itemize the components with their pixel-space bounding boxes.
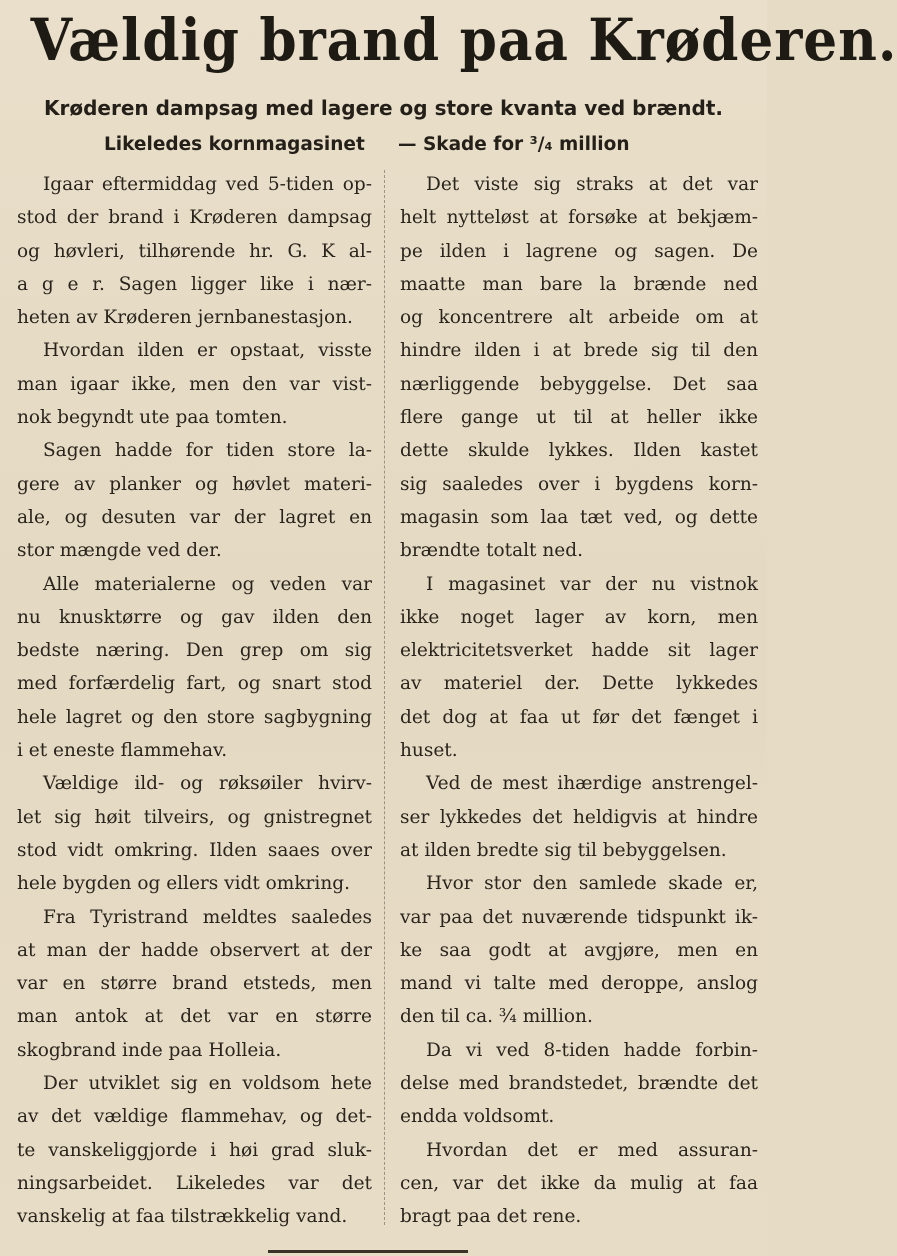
left-column-line: Vældige ild- og røksøiler hvirv-	[43, 773, 372, 795]
right-column-line: nærliggende bebyggelse. Det saa	[400, 373, 758, 395]
left-column-line: gere av planker og høvlet materi-	[17, 473, 372, 495]
right-column-line: Hvordan det er med assuran-	[426, 1139, 758, 1161]
subheading-secondary-right: — Skade for ³/₄ million	[398, 134, 630, 155]
left-column-line: ale, og desuten var der lagret en	[17, 506, 372, 528]
left-column-line: skogbrand inde paa Holleia.	[17, 1039, 282, 1061]
left-column-line: nu knusktørre og gav ilden den	[17, 606, 372, 628]
right-column-line: ser lykkedes det heldigvis at hindre	[400, 806, 758, 828]
left-column-line: Igaar eftermiddag ved 5-tiden op-	[43, 174, 372, 195]
left-column-line: man igaar ikke, men den var vist-	[17, 373, 372, 395]
left-column-line: med forfærdelig fart, og snart stod	[17, 673, 372, 695]
right-column-line: Det viste sig straks at det var	[426, 174, 758, 195]
subheading: Krøderen dampsag med lagere og store kvanta ved brændt.	[43, 96, 723, 120]
right-column-line: ke saa godt at avgjøre, men en	[400, 939, 758, 961]
right-column-line: helt nytteløst at forsøke at bekjæm-	[400, 207, 758, 229]
left-column-line: heten av Krøderen jernbanestasjon.	[17, 307, 353, 329]
right-column-line: I magasinet var der nu vistnok	[426, 573, 758, 595]
right-column-line: at ilden bredte sig til bebyggelsen.	[400, 839, 727, 861]
right-column-line: maatte man bare la brænde ned	[400, 273, 758, 295]
right-column-line: var paa det nuværende tidspunkt ik-	[400, 906, 758, 928]
right-column-line: elektricitetsverket hadde sit lager	[400, 640, 758, 662]
right-column-line: og koncentrere alt arbeide om at	[400, 307, 758, 329]
right-column-line: hindre ilden i at brede sig til den	[400, 340, 758, 362]
left-column-line: Fra Tyristrand meldtes saaledes	[43, 906, 372, 928]
left-column-line: stod der brand i Krøderen dampsag	[17, 207, 372, 229]
right-column	[400, 168, 758, 1234]
left-column-line: Sagen hadde for tiden store la-	[43, 440, 372, 462]
right-column-line: det dog at faa ut før det fænget i	[400, 706, 758, 728]
left-column-line: nok begyndt ute paa tomten.	[17, 407, 288, 429]
left-column-line: at man der hadde observert at der	[17, 939, 372, 961]
right-column-line: sig saaledes over i bygdens korn-	[400, 473, 758, 495]
right-column-line: brændte totalt ned.	[400, 540, 583, 562]
right-column-line: Da vi ved 8-tiden hadde forbin-	[426, 1039, 758, 1061]
right-column-line: pe ilden i lagrene og sagen. De	[400, 240, 758, 262]
left-column-line: Alle materialerne og veden var	[43, 573, 372, 595]
left-column-line: i et eneste flammehav.	[17, 740, 228, 762]
right-column-line: ikke noget lager av korn, men	[400, 606, 758, 628]
left-column-line: ningsarbeidet. Likeledes var det	[17, 1172, 372, 1194]
left-column-line: vanskelig at faa tilstrækkelig vand.	[17, 1206, 348, 1228]
right-column-line: cen, var det ikke da mulig at faa	[400, 1172, 758, 1194]
left-column-line: hele bygden og ellers vidt omkring.	[17, 873, 350, 895]
right-column-line: delse med brandstedet, brændte det	[400, 1073, 758, 1095]
right-column-line: flere gange ut til at heller ikke	[400, 407, 758, 429]
column-divider	[384, 170, 386, 1225]
right-column-line: huset.	[400, 740, 458, 762]
left-column-line: stor mængde ved der.	[17, 540, 222, 562]
right-column-line: dette skulde lykkes. Ilden kastet	[400, 440, 758, 462]
left-column-line: var en større brand etsteds, men	[17, 973, 372, 995]
subheading-secondary-left: Likeledes kornmagasinet	[104, 134, 365, 155]
right-column-line: magasin som laa tæt ved, og dette	[400, 506, 758, 528]
right-column-line: av materiel der. Dette lykkedes	[400, 673, 758, 695]
left-column-line: stod vidt omkring. Ilden saaes over	[17, 839, 372, 861]
right-column-line: Hvor stor den samlede skade er,	[426, 873, 758, 895]
headline: Vældig brand paa Krøderen.	[30, 6, 897, 74]
left-column-line: te vanskeliggjorde i høi grad sluk-	[17, 1139, 372, 1161]
right-column-line: mand vi talte med deroppe, anslog	[400, 973, 758, 995]
left-column-line: let sig høit tilveirs, og gnistregnet	[17, 806, 372, 828]
bottom-rule	[268, 1250, 468, 1253]
left-column	[17, 168, 372, 1234]
left-column-line: bedste næring. Den grep om sig	[17, 640, 372, 662]
left-column-line: Hvordan ilden er opstaat, visste	[43, 340, 372, 362]
right-column-line: endda voldsomt.	[400, 1106, 555, 1128]
right-column-line: den til ca. ¾ million.	[400, 1006, 593, 1028]
right-column-line: Ved de mest ihærdige anstrengel-	[426, 773, 758, 795]
left-column-line: man antok at det var en større	[17, 1006, 372, 1028]
left-column-line: og høvleri, tilhørende hr. G. K al-	[17, 240, 372, 262]
left-column-line: a g e r. Sagen ligger like i nær-	[17, 273, 372, 295]
left-column-line: av det vældige flammehav, og det-	[17, 1106, 372, 1128]
right-column-line: bragt paa det rene.	[400, 1206, 582, 1228]
left-column-line: hele lagret og den store sagbygning	[17, 706, 372, 728]
left-column-line: Der utviklet sig en voldsom hete	[43, 1073, 372, 1095]
